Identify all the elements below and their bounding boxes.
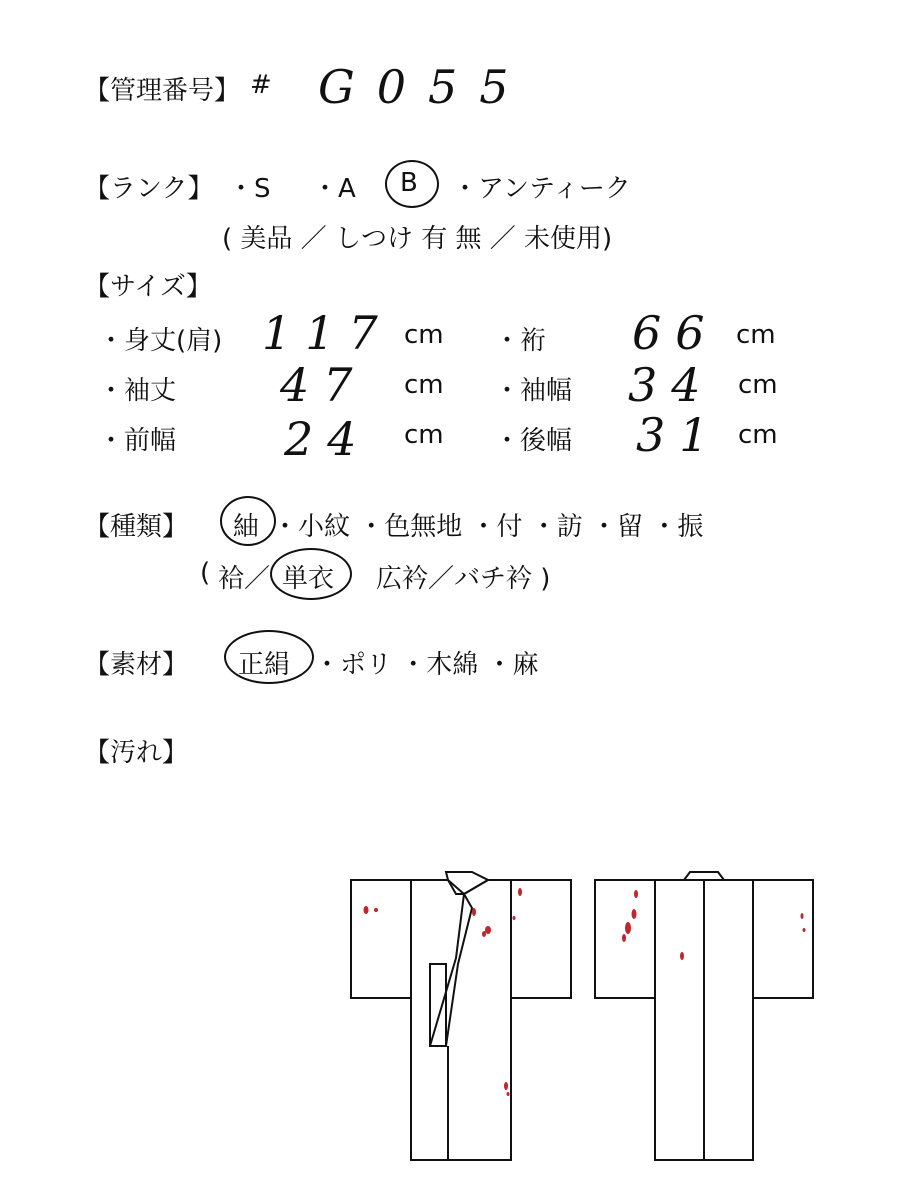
size-label-ushirohaba: ・後幅 [494,426,573,456]
size-label-mitake: ・身丈(肩) [98,326,223,356]
size-value-mitake: 117 [262,306,392,360]
front-right-sleeve [511,880,571,998]
size-label-sodehaba: ・袖幅 [494,376,573,406]
rank-option-antique: ・アンティーク [452,174,631,204]
size-value-yuki: 66 [632,306,719,360]
management-number: G055 [318,60,531,114]
size-value-ushirohaba: 31 [636,408,723,462]
size-unit: cm [738,420,778,450]
type-line2-collar: 広衿／バチ衿 ) [376,564,551,594]
rank-option-s: ・S [228,174,271,204]
size-value-maehaba: 24 [284,412,371,466]
type-line2-awase: 袷／ [218,564,271,594]
type-selected: 紬 [233,512,260,542]
front-collar-band [430,964,446,1046]
back-collar [684,872,724,880]
type-label: 【種類】 [84,512,189,542]
size-label-yuki: ・裄 [494,326,547,356]
size-label-maehaba: ・前幅 [98,426,177,456]
size-label-sodetake: ・袖丈 [98,376,177,406]
rank-option-a: ・A [312,174,356,204]
kimono-back-diagram [592,868,816,1162]
management-label: 【管理番号】 [84,76,241,106]
size-unit: cm [404,370,444,400]
size-label: 【サイズ】 [84,272,212,302]
hash-sign: # [250,70,272,100]
size-value-sodetake: 47 [280,358,367,412]
material-selected: 正絹 [238,650,291,680]
back-right-sleeve [753,880,813,998]
type-options: ・小紋 ・色無地 ・付 ・訪 ・留 ・振 [272,512,704,542]
size-value-sodehaba: 34 [628,358,715,412]
rank-label: 【ランク】 [84,174,214,204]
size-unit: cm [404,420,444,450]
material-options: ・ポリ ・木綿 ・麻 [314,650,539,680]
size-unit: cm [736,320,776,350]
front-collar-right [446,880,488,1046]
kimono-front-diagram [348,868,574,1162]
type-line2-selected: 単衣 [282,564,335,594]
stains-label: 【汚れ】 [84,738,189,768]
type-line2-open: ( [200,558,211,588]
front-left-sleeve [351,880,411,998]
rank-option-b: B [400,168,418,198]
material-label: 【素材】 [84,650,189,680]
size-unit: cm [404,320,444,350]
rank-note: ( 美品 ／ しつけ 有 無 ／ 未使用) [222,224,613,254]
size-unit: cm [738,370,778,400]
